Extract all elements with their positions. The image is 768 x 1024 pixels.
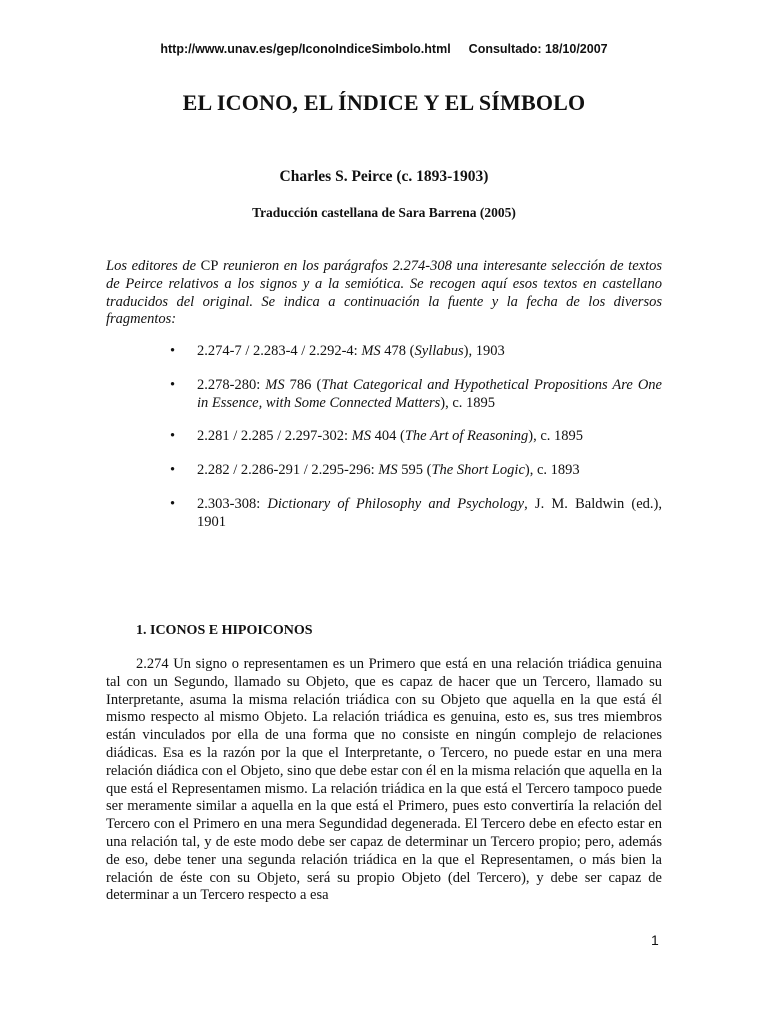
source-item [170, 377, 662, 413]
bullet-icon: • [170, 428, 176, 445]
source-work: Syllabus [414, 343, 464, 359]
source-refs: 2.303-308: [197, 495, 268, 512]
source-work: The Short Logic [431, 462, 525, 479]
source-tail: ), c. 1893 [524, 462, 580, 479]
bullet-icon: • [170, 495, 176, 512]
source-ms: MS [351, 428, 372, 445]
page-header [0, 42, 768, 56]
source-num: 478 ( [380, 343, 415, 359]
page-number: 1 [651, 932, 659, 948]
consulted-date: Consultado: 18/10/2007 [468, 42, 608, 56]
source-refs: 2.274-7 / 2.283-4 / 2.292-4: [197, 343, 362, 359]
source-item [170, 496, 662, 532]
document-title: EL ICONO, EL ÍNDICE Y EL SÍMBOLO [182, 90, 586, 115]
source-list [170, 343, 662, 548]
source-work: Dictionary of Philosophy and Psychology [267, 495, 525, 512]
intro-cp: CP [200, 258, 219, 274]
source-work: The Art of Reasoning [404, 428, 529, 445]
source-num: 404 ( [371, 428, 405, 445]
source-num: 595 ( [397, 462, 432, 479]
source-tail: ), 1903 [463, 343, 505, 359]
source-item [170, 428, 662, 446]
source-item [170, 462, 662, 480]
source-ms: MS [265, 376, 285, 393]
source-refs: 2.282 / 2.286-291 / 2.295-296: [197, 462, 379, 479]
source-tail: , J. M. Baldwin (ed.), 1901 [197, 495, 662, 530]
bullet-icon: • [170, 376, 176, 393]
intro-text-2: reunieron en los parágrafos 2.274-308 una interesante selección de textos de Peirce relativos a los signos y a la semiótica. Se recogen aquí esos textos en castellano traducidos del original. Se indica a continuación la fuente y la fecha de los diversos fragmentos: [106, 258, 662, 328]
source-tail: ), c. 1895 [528, 428, 584, 445]
source-tail: ), c. 1895 [440, 394, 495, 411]
body-paragraph: 2.274 Un signo o representamen es un Primero que está en una relación triádica genuina tal con un Segundo, llamado su Objeto, que es capaz de hacer que un Tercero, llamado su Interpretante, asuma la misma relación triádica con su Objeto que aquella en la que está él mismo respecto al mismo Objeto. La relación triádica es genuina, esto es, sus tres miembros están vinculados por ella de una forma que no consiste en ningún complejo de relaciones diádicas. Esa es la razón por la que el Interpretante, o Tercero, no puede estar en una mera relación diádica con el Objeto, sino que debe estar con él en la misma relación que aquella en la que está el Representamen mismo. La relación triádica en la que está el Tercero tampoco puede ser meramente similar a aquella en la que está el Primero, pues esto convertiría la relación del Tercero con el Primero en una mera Segundidad degenerada. El Tercero debe en efecto estar en una relación tal, y de este modo debe ser capaz de determinar un Tercero propio; pero, además de eso, debe tener una segunda relación triádica en la que el Representamen, o más bien la relación de éste con su Objeto, será su propio Objeto (del Tercero), y debe ser capaz de determinar a un Tercero respecto a esa [106, 656, 663, 904]
bullet-icon: • [170, 462, 176, 479]
source-refs: 2.281 / 2.285 / 2.297-302: [197, 428, 352, 445]
translation-credit: Traducción castellana de Sara Barrena (2005) [252, 205, 516, 220]
source-work: That Categorical and Hypothetical Propositions Are One in Essence, with Some Connected Matters [197, 376, 662, 411]
source-refs: 2.278-280: [197, 376, 266, 393]
intro-text-1: Los editores de [106, 258, 201, 274]
source-item [170, 343, 662, 361]
section-heading: 1. ICONOS E HIPOICONOS [136, 623, 313, 638]
source-ms: MS [378, 462, 398, 479]
author-line: Charles S. Peirce (c. 1893-1903) [279, 168, 489, 185]
source-num: 786 ( [284, 376, 322, 393]
bullet-icon: • [170, 343, 176, 359]
source-url[interactable]: http://www.unav.es/gep/IconoIndiceSimbolo.html [160, 42, 451, 56]
source-ms: MS [361, 343, 381, 359]
intro-paragraph [106, 258, 662, 329]
